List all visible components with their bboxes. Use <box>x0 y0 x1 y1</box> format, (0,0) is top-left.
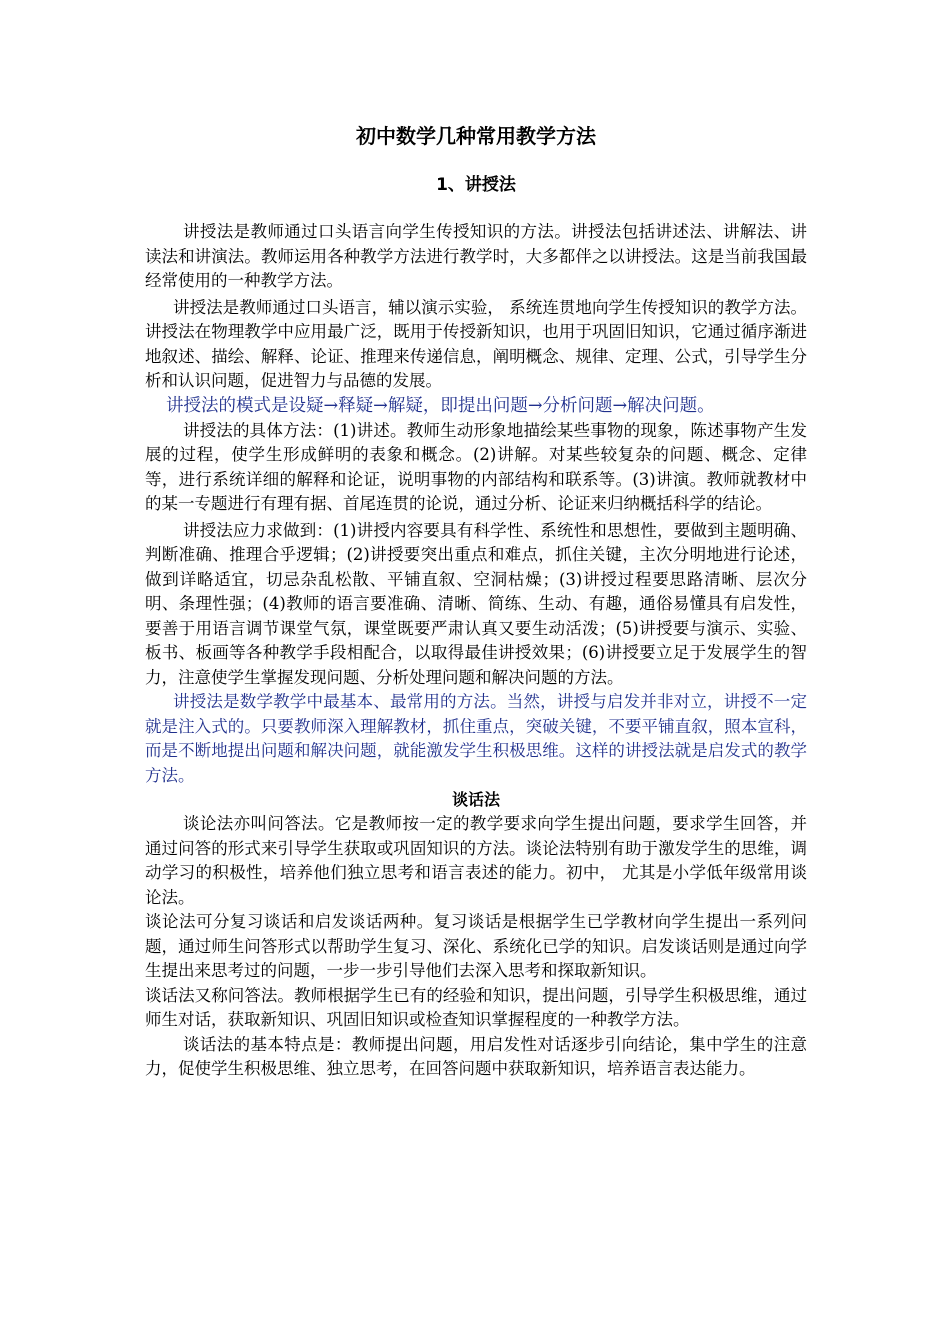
paragraph: 谈论法可分复习谈话和启发谈话两种。复习谈话是根据学生已学教材向学生提出一系列问题，通过师生问答形式以帮助学生复习、深化、系统化已学的知识。启发谈话则是通过向学生提出来思考过的问题，一步一步引导他们去深入思考和探取新知识。 <box>145 912 807 980</box>
section-heading-discussion: 谈话法 <box>451 790 500 809</box>
paragraph: 讲授法应力求做到：(1)讲授内容要具有科学性、系统性和思想性，要做到主题明确、判断准确、推理合乎逻辑；(2)讲授要突出重点和难点，抓住关键，主次分明地进行论述，做到详略适宜，切忌杂乱松散、平铺直叙、空洞枯燥；(3)讲授过程要思路清晰、层次分明、条理性强；(4)教师的语言要准确、清晰、简练、生动、有趣，通俗易懂具有启发性，要善于用语言调节课堂气氛，课堂既要严肃认真又要生动活泼；(5)讲授要与演示、实验、板书、板画等各种教学手段相配合，以取得最佳讲授效果；(6)讲授要立足于发展学生的智力，注意使学生掌握发现问题、分析处理问题和解决问题的方法。 <box>145 520 807 687</box>
page-title: 初中数学几种常用教学方法 <box>356 124 596 148</box>
document-page <box>145 118 807 1082</box>
paragraph: 讲授法是教师通过口头语言，辅以演示实验， 系统连贯地向学生传授知识的教学方法。讲授法在物理教学中应用最广泛，既用于传授新知识，也用于巩固旧知识，它通过循序渐进地叙述、描绘、解释、论证、推理来传递信息，阐明概念、规律、定理、公式，引导学生分析和认识问题，促进智力与品德的发展。 <box>145 297 807 390</box>
paragraph: 谈话法的基本特点是：教师提出问题，用启发性对话逐步引向结论，集中学生的注意力，促使学生积极思维、独立思考，在回答问题中获取新知识，培养语言表达能力。 <box>145 1034 807 1078</box>
paragraph: 谈论法亦叫问答法。它是教师按一定的教学要求向学生提出问题，要求学生回答，并通过问答的形式来引导学生获取或巩固知识的方法。谈论法特别有助于激发学生的思维，调动学习的积极性，培养他们独立思考和语言表述的能力。初中， 尤其是小学低年级常用谈论法。 <box>145 814 807 907</box>
paragraph: 讲授法是教师通过口头语言向学生传授知识的方法。讲授法包括讲述法、讲解法、讲读法和讲演法。教师运用各种教学方法进行教学时，大多都伴之以讲授法。这是当前我国最经常使用的一种教学方法。 <box>145 222 807 290</box>
section-heading-lecture: 1、讲授法 <box>436 175 516 195</box>
paragraph-highlight: 讲授法是数学教学中最基本、最常用的方法。当然，讲授与启发并非对立，讲授不一定就是注入式的。只要教师深入理解教材，抓住重点，突破关键，不要平铺直叙，照本宣科，而是不断地提出问题和解决问题，就能激发学生积极思维。这样的讲授法就是启发式的教学方法。 <box>145 692 807 785</box>
paragraph: 讲授法的具体方法：(1)讲述。教师生动形象地描绘某些事物的现象，陈述事物产生发展的过程，使学生形成鲜明的表象和概念。(2)讲解。对某些较复杂的问题、概念、定律等，进行系统详细的解释和论证，说明事物的内部结构和联系等。(3)讲演。教师就教材中的某一专题进行有理有据、首尾连贯的论说，通过分析、论证来归纳概括科学的结论。 <box>145 420 807 513</box>
paragraph: 谈话法又称问答法。教师根据学生已有的经验和知识，提出问题，引导学生积极思维，通过师生对话，获取新知识、巩固旧知识或检查知识掌握程度的一种教学方法。 <box>145 985 807 1029</box>
paragraph-highlight: 讲授法的模式是设疑→释疑→解疑，即提出问题→分析问题→解决问题。 <box>166 395 715 416</box>
